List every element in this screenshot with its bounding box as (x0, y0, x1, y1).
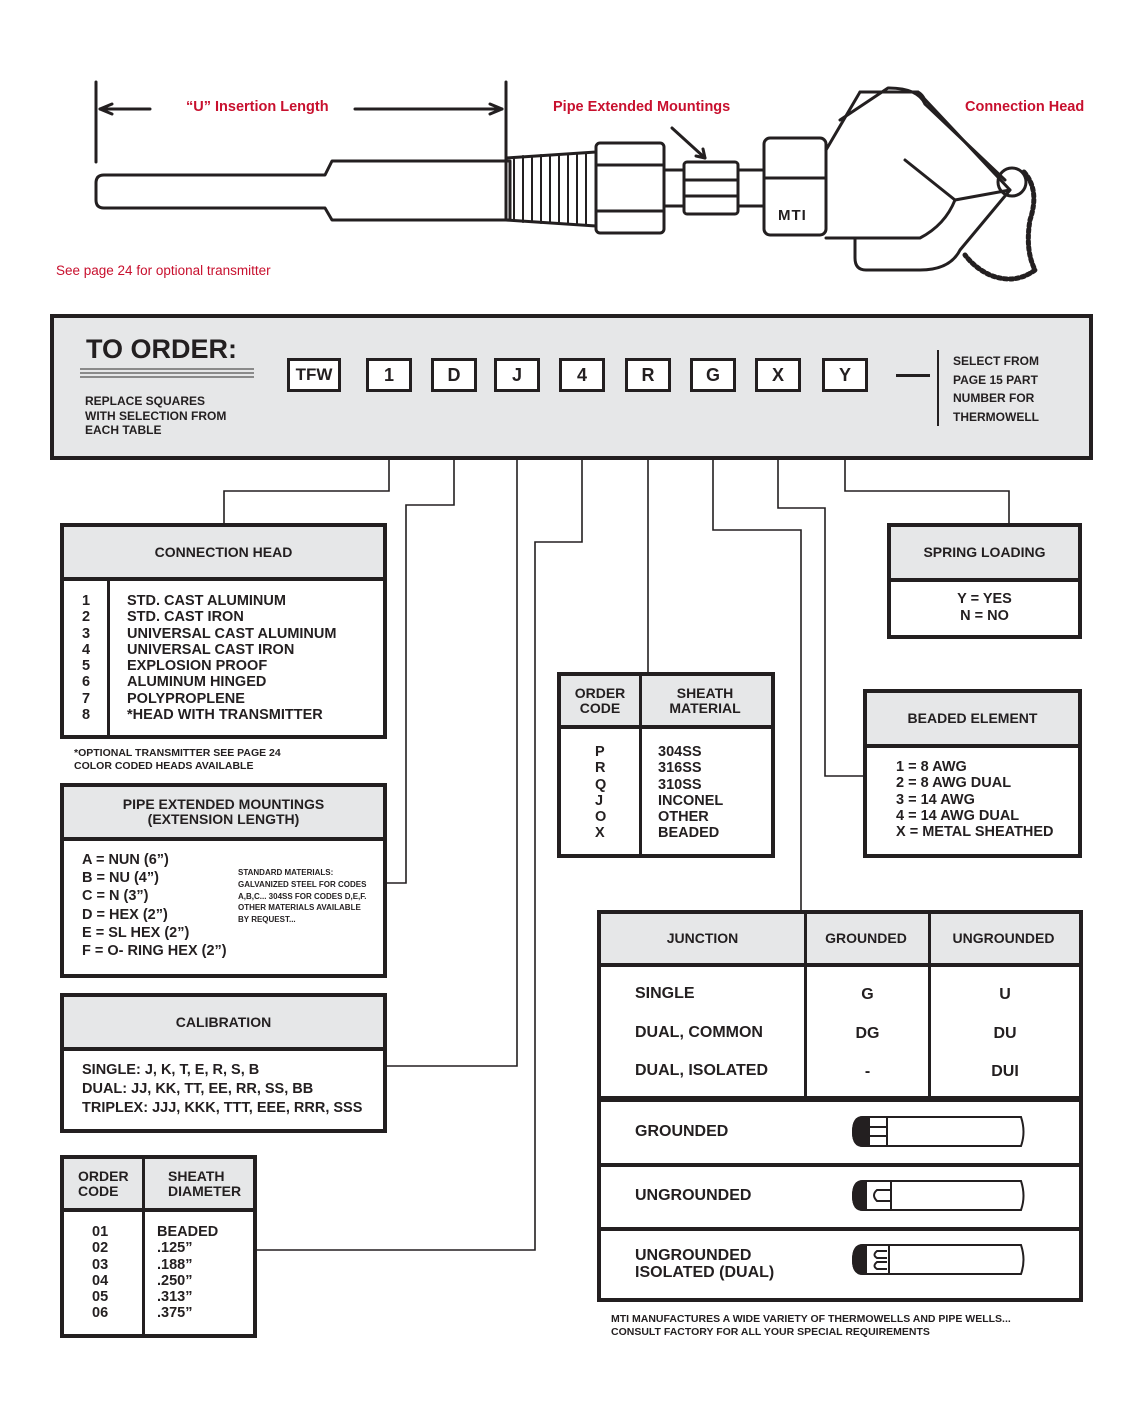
dash-line (896, 374, 930, 377)
header-line: PIPE EXTENDED MOUNTINGS (122, 796, 325, 812)
grounded-code: DG (855, 1025, 880, 1042)
description: STD. CAST ALUMINUM (127, 593, 286, 609)
divider (937, 350, 939, 426)
header-line: ORDER (78, 1167, 129, 1184)
column-divider (639, 676, 642, 854)
diameter-column (157, 1224, 218, 1322)
junction-type-label: UNGROUNDED (635, 1187, 752, 1204)
order-title: TO ORDER: (86, 334, 238, 364)
beaded-option: 4 = 14 AWG DUAL (896, 807, 1020, 824)
junction-type-label (635, 1247, 774, 1281)
footnote-line: CONSULT FACTORY FOR ALL YOUR SPECIAL REQUIREMENTS (611, 1325, 930, 1338)
sheath-material-table (557, 672, 775, 858)
spring-loading-table (887, 523, 1082, 639)
code: 02 (92, 1240, 109, 1257)
description: EXPLOSION PROOF (127, 658, 268, 675)
sheath-material-header (639, 686, 771, 716)
materials-note (238, 867, 366, 926)
beaded-option: 3 = 14 AWG (896, 791, 975, 808)
calibration-option: DUAL: JJ, KK, TT, EE, RR, SS, BB (82, 1081, 314, 1097)
mounting-option: D = HEX (2”) (82, 906, 168, 923)
select-note-line: NUMBER FOR (953, 391, 1035, 405)
label-line: UNGROUNDED (635, 1247, 752, 1264)
code: 03 (92, 1256, 109, 1273)
beaded-options (896, 759, 1054, 840)
junction-row-name: DUAL, COMMON (635, 1024, 763, 1041)
diameter: BEADED (157, 1224, 219, 1240)
spring-options (891, 591, 1078, 625)
junction-footnote (611, 1313, 1011, 1338)
order-instructions (85, 394, 226, 438)
code: O (595, 809, 607, 826)
code: 3 (82, 625, 91, 642)
calibration-option: SINGLE: J, K, T, E, R, S, B (82, 1062, 260, 1078)
ungrounded-code: DU (993, 1025, 1017, 1042)
table-header (64, 787, 383, 841)
code-spring-loading[interactable]: Y (822, 358, 868, 392)
instruction-line: REPLACE SQUARES (85, 394, 206, 408)
pipe-mountings-table (60, 783, 387, 978)
note-line: A,B,C... 304SS FOR CODES D,E,F. (238, 891, 367, 901)
connection-head-label: Connection Head (965, 99, 1085, 115)
material: 310SS (658, 776, 702, 793)
label-line: ISOLATED (DUAL) (635, 1264, 775, 1281)
grounded-code: - (864, 1063, 871, 1080)
diameter: .188” (157, 1256, 193, 1273)
header-line: CODE (579, 699, 621, 716)
isolated-dual-junction-diagram (853, 1245, 1024, 1274)
junction-type-label: GROUNDED (635, 1123, 729, 1140)
grounded-junction-diagram (853, 1117, 1024, 1146)
description: UNIVERSAL CAST ALUMINUM (127, 625, 337, 642)
code: 01 (92, 1224, 109, 1240)
select-note-line: SELECT FROM (953, 354, 1039, 368)
material: BEADED (658, 825, 720, 842)
section-divider (601, 1227, 1079, 1231)
insertion-length-label: “U” Insertion Length (186, 99, 329, 115)
note-line: STANDARD MATERIALS: (238, 868, 334, 877)
code: 5 (82, 658, 91, 675)
code-calibration[interactable]: J (494, 358, 540, 392)
ungrounded-code: U (999, 986, 1011, 1003)
header-line: (EXTENSION LENGTH) (147, 811, 300, 827)
code: 2 (82, 609, 91, 626)
header-line: DIAMETER (168, 1182, 242, 1199)
code-column-divider (107, 581, 110, 739)
mounting-list (82, 851, 227, 960)
code-column (595, 744, 606, 842)
column-divider (142, 1159, 145, 1334)
spring-option: Y = YES (957, 591, 1012, 607)
code-pipe-mounting[interactable]: D (431, 358, 477, 392)
description: UNIVERSAL CAST IRON (127, 641, 295, 658)
ungrounded-code: DUI (991, 1063, 1019, 1080)
material-column (658, 744, 723, 842)
code: Q (595, 776, 607, 793)
junction-header: JUNCTION (666, 930, 739, 946)
mounting-option: A = NUN (6”) (82, 852, 169, 868)
section-divider (601, 1096, 1079, 1102)
description: ALUMINUM HINGED (127, 674, 267, 691)
header-line: SHEATH (676, 684, 734, 701)
footnote-line: COLOR CODED HEADS AVAILABLE (74, 759, 254, 772)
code: R (595, 760, 606, 777)
beaded-option: 1 = 8 AWG (896, 759, 967, 775)
spring-option: N = NO (960, 608, 1009, 624)
code-junction[interactable]: G (690, 358, 736, 392)
mounting-option: E = SL HEX (2”) (82, 924, 190, 941)
code: 1 (82, 593, 91, 609)
code: 4 (82, 641, 91, 658)
note-line: BY REQUEST... (238, 915, 296, 925)
brand-logo: MTI (778, 207, 807, 224)
transmitter-note: See page 24 for optional transmitter (56, 263, 271, 278)
junction-table (597, 910, 1083, 1302)
diameter: .313” (157, 1289, 193, 1306)
diameter: .250” (157, 1272, 193, 1289)
material: 316SS (658, 760, 702, 777)
beaded-element-table (863, 689, 1082, 858)
beaded-option: X = METAL SHEATHED (896, 824, 1054, 841)
sheath-diameter-header (156, 1169, 241, 1199)
calibration-table (60, 993, 387, 1133)
junction-row-name: SINGLE (635, 985, 695, 1002)
code: 05 (92, 1289, 109, 1306)
mounting-option: B = NU (4”) (82, 870, 159, 887)
footnote-line: MTI MANUFACTURES A WIDE VARIETY OF THERMOWELLS AND PIPE WELLS... (611, 1313, 1011, 1325)
note-line: GALVANIZED STEEL FOR CODES (238, 879, 367, 889)
mounting-option: F = O- RING HEX (2”) (82, 943, 227, 960)
table-header: CONNECTION HEAD (64, 527, 383, 581)
description: POLYPROPLENE (127, 690, 245, 707)
connection-head-footnote (74, 747, 281, 772)
sheath-diameter-table (60, 1155, 257, 1338)
table-header (64, 1159, 253, 1212)
table-header: CALIBRATION (64, 997, 383, 1051)
code-beaded-element[interactable]: X (755, 358, 801, 392)
select-note-line: PAGE 15 PART (953, 372, 1038, 387)
pipe-mountings-label: Pipe Extended Mountings (553, 99, 731, 115)
select-note-line: THERMOWELL (953, 409, 1039, 424)
header-line: CODE (78, 1182, 119, 1199)
footnote-line: *OPTIONAL TRANSMITTER SEE PAGE 24 (74, 747, 281, 759)
code-column (92, 1224, 108, 1322)
select-note (953, 352, 1039, 426)
title-underline (80, 368, 254, 378)
code: 6 (82, 674, 91, 691)
beaded-option: 2 = 8 AWG DUAL (896, 775, 1012, 792)
thermowell-illustration (0, 0, 1140, 300)
code: X (595, 825, 605, 842)
grounded-code: G (861, 986, 874, 1003)
connection-head-table (60, 523, 387, 739)
header-line: ORDER (574, 684, 626, 701)
order-code-header (561, 686, 639, 716)
description: *HEAD WITH TRANSMITTER (127, 707, 323, 724)
part-prefix: TFW (287, 358, 341, 392)
junction-row-name: DUAL, ISOLATED (635, 1062, 769, 1079)
code: 04 (92, 1272, 109, 1289)
table-header: BEADED ELEMENT (867, 693, 1078, 748)
code: 7 (82, 690, 91, 707)
code-sheath-diameter[interactable]: 4 (559, 358, 605, 392)
junction-diagrams (601, 914, 1079, 1298)
code-sheath-material[interactable]: R (625, 358, 671, 392)
table-header: SPRING LOADING (891, 527, 1078, 582)
header-line: MATERIAL (669, 699, 741, 716)
mounting-option: C = N (3”) (82, 888, 149, 905)
material: OTHER (658, 809, 709, 826)
code: J (595, 792, 604, 809)
code: 06 (92, 1305, 109, 1322)
code-connection-head[interactable]: 1 (366, 358, 412, 392)
header-line: SHEATH (168, 1167, 225, 1184)
instruction-line: WITH SELECTION FROM (85, 408, 227, 423)
instruction-line: EACH TABLE (85, 423, 162, 437)
description: STD. CAST IRON (127, 609, 244, 626)
calibration-list (82, 1061, 362, 1118)
grounded-header: GROUNDED (825, 930, 907, 946)
code-column (82, 593, 90, 723)
table-header (561, 676, 771, 729)
note-line: OTHER MATERIALS AVAILABLE (238, 903, 361, 913)
diameter: .375” (157, 1305, 193, 1322)
material: 304SS (658, 744, 702, 760)
code: 8 (82, 707, 91, 724)
diameter: .125” (157, 1240, 193, 1257)
section-divider (601, 1163, 1079, 1167)
ungrounded-header: UNGROUNDED (952, 930, 1055, 946)
material: INCONEL (658, 792, 724, 809)
ungrounded-junction-diagram (853, 1181, 1024, 1210)
calibration-option: TRIPLEX: JJJ, KKK, TTT, EEE, RRR, SSS (82, 1100, 363, 1116)
description-column (127, 593, 336, 723)
table-header (601, 914, 1079, 967)
code: P (595, 744, 605, 760)
